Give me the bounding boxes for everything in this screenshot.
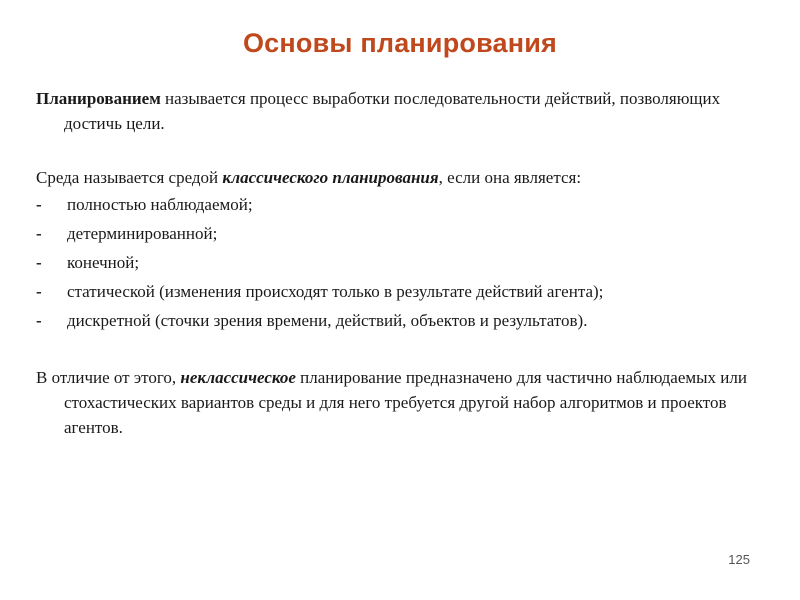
list-item-text: детерминированной; [67,224,218,243]
environment-intro [36,165,761,190]
page-number: 125 [728,552,750,567]
bullet-marker: - [36,224,42,243]
slide-body [36,86,761,440]
environment-intro-before: Среда называется средой [36,168,223,187]
bullet-marker: - [36,195,42,214]
bullet-marker: - [36,253,42,272]
definition-paragraph [36,86,761,136]
environment-properties-list [36,192,761,337]
bullet-marker: - [36,282,42,301]
contrast-before: В отличие от этого, [36,368,181,387]
list-item-text: статической (изменения происходят только в результате действий агента); [67,282,604,301]
contrast-after: планирование предназначено для частично наблюдаемых или стохастических вариантов среды и для него требуется другой набор алгоритмов и проектов агентов. [64,368,747,437]
list-item [36,192,761,221]
list-item-text: дискретной (сточки зрения времени, действий, объектов и результатов). [67,311,588,330]
list-item-text: конечной; [67,253,140,272]
list-item [36,308,761,337]
environment-intro-after: , если она является: [438,168,582,187]
contrast-emphasis: неклассическое [180,368,296,387]
definition-term: Планированием [36,89,161,108]
list-item [36,221,761,250]
environment-intro-emphasis: классического планирования [222,168,439,187]
slide-title: Основы планирования [242,28,558,58]
list-item [36,279,761,308]
list-item [36,250,761,279]
contrast-paragraph [36,365,761,440]
definition-text: называется процесс выработки последовательности действий, позволяющих достичь цели. [64,89,721,133]
list-item-text: полностью наблюдаемой; [67,195,253,214]
bullet-marker: - [36,311,42,330]
